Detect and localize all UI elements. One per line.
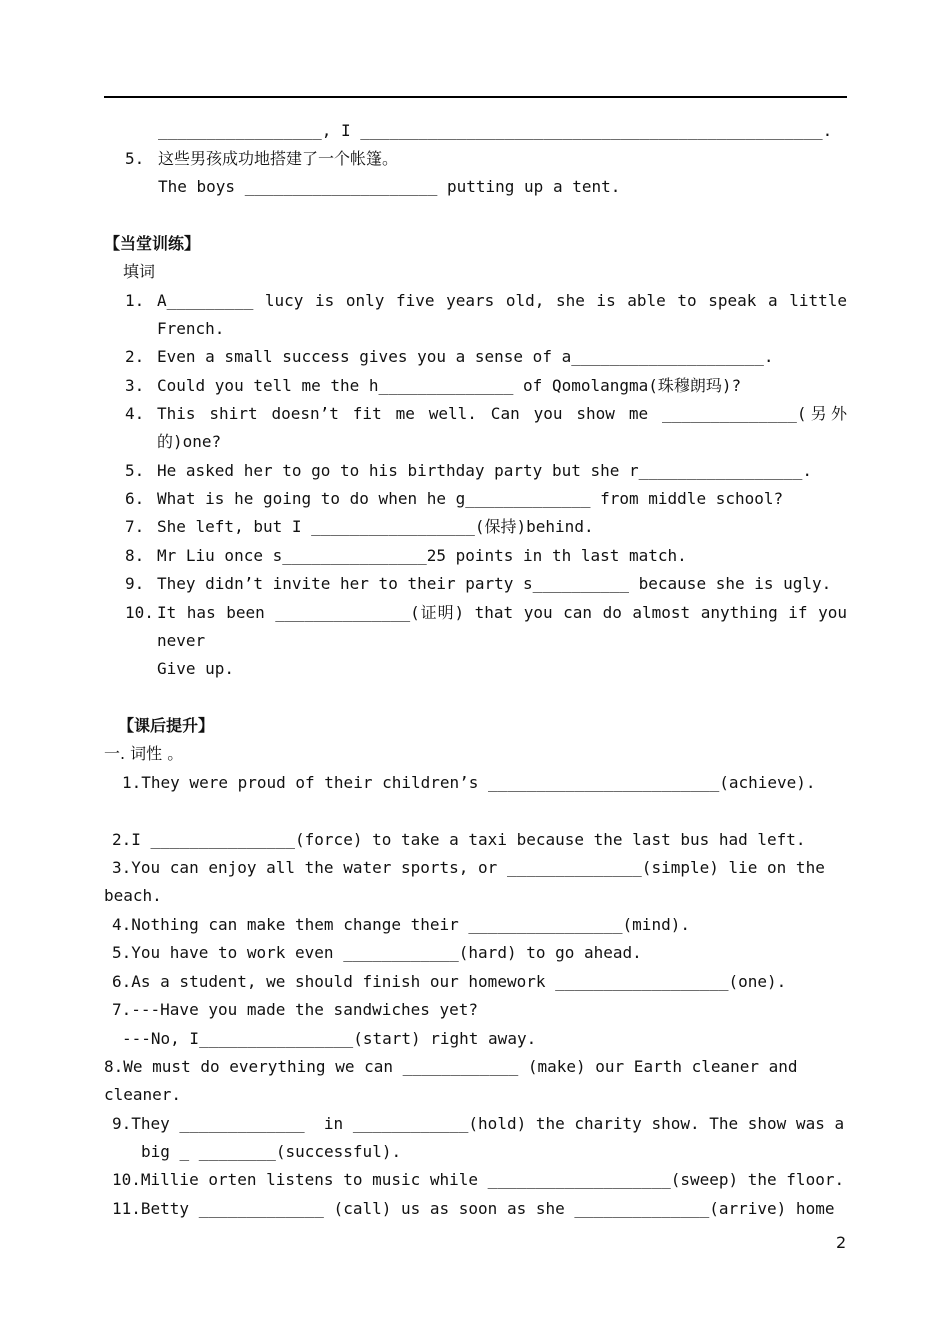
exercise-line: ---No, I________________(start) right away. xyxy=(122,1029,537,1048)
exercise-sentence: What is he going to do when he g_____________ from middle school? xyxy=(157,489,784,508)
exercise-line: 1.They were proud of their children’s ________________________(achieve). xyxy=(122,773,816,792)
exercise-continuation: French. xyxy=(157,319,225,338)
exercise-sentence: This shirt doesn’t fit me well. Can you show me ______________(另外 xyxy=(157,404,847,423)
chinese-prompt: 这些男孩成功地搭建了一个帐篷。 xyxy=(158,149,399,168)
section-subheading: 一. 词性 。 xyxy=(104,744,184,763)
translation-line: _________________, I ________________________________________________. xyxy=(158,121,833,140)
item-number: 9. xyxy=(125,574,145,593)
exercise-sentence: Mr Liu once s_______________25 points in th last match. xyxy=(157,546,687,565)
section-heading: 【当堂训练】 xyxy=(104,234,201,253)
exercise-line: 11.Betty _____________ (call) us as soon as she ______________(arrive) home xyxy=(112,1199,835,1218)
item-number: 8. xyxy=(125,546,145,565)
exercise-sentence: She left, but I _________________(保持)behind. xyxy=(157,517,594,536)
english-sentence: The boys ____________________ putting up a tent. xyxy=(158,177,621,196)
exercise-line: 10.Millie orten listens to music while ___________________(sweep) the floor. xyxy=(112,1170,845,1189)
header-rule xyxy=(104,96,847,98)
exercise-sentence: Even a small success gives you a sense of a____________________. xyxy=(157,347,774,366)
exercise-sentence: Could you tell me the h______________ of Qomolangma(珠穆朗玛)? xyxy=(157,376,742,395)
section-subheading: 填词 xyxy=(123,262,156,281)
exercise-continuation: 的)one? xyxy=(157,432,222,451)
exercise-line: beach. xyxy=(104,886,162,905)
exercise-sentence: A_________ lucy is only five years old, she is able to speak a little xyxy=(157,291,847,310)
section-heading: 【课后提升】 xyxy=(118,716,215,735)
item-number: 6. xyxy=(125,489,145,508)
exercise-line: 9.They _____________ in ____________(hold) the charity show. The show was a xyxy=(112,1114,845,1133)
item-number: 1. xyxy=(125,291,145,310)
page-number: 2 xyxy=(836,1233,847,1252)
exercise-sentence: They didn’t invite her to their party s__________ because she is ugly. xyxy=(157,574,832,593)
exercise-line: 8.We must do everything we can ____________ (make) our Earth cleaner and xyxy=(104,1057,798,1076)
exercise-line: 6.As a student, we should finish our homework __________________(one). xyxy=(112,972,787,991)
item-number: 5. xyxy=(125,461,145,480)
exercise-continuation: never xyxy=(157,631,206,650)
exercise-line: cleaner. xyxy=(104,1085,182,1104)
exercise-line: big _ ________(successful). xyxy=(141,1142,402,1161)
exercise-line: 2.I _______________(force) to take a taxi because the last bus had left. xyxy=(112,830,806,849)
exercise-line: 3.You can enjoy all the water sports, or ______________(simple) lie on the xyxy=(112,858,825,877)
item-number: 7. xyxy=(125,517,145,536)
item-number: 4. xyxy=(125,404,145,423)
item-number: 5. xyxy=(125,149,145,168)
exercise-sentence: It has been ______________(证明) that you can do almost anything if you xyxy=(157,603,847,622)
item-number: 2. xyxy=(125,347,145,366)
exercise-line: 5.You have to work even ____________(hard) to go ahead. xyxy=(112,943,642,962)
exercise-line: 7.---Have you made the sandwiches yet? xyxy=(112,1000,479,1019)
item-number: 10. xyxy=(125,603,154,622)
exercise-sentence: He asked her to go to his birthday party but she r_________________. xyxy=(157,461,813,480)
item-number: 3. xyxy=(125,376,145,395)
exercise-continuation: Give up. xyxy=(157,659,235,678)
exercise-line: 4.Nothing can make them change their ________________(mind). xyxy=(112,915,690,934)
